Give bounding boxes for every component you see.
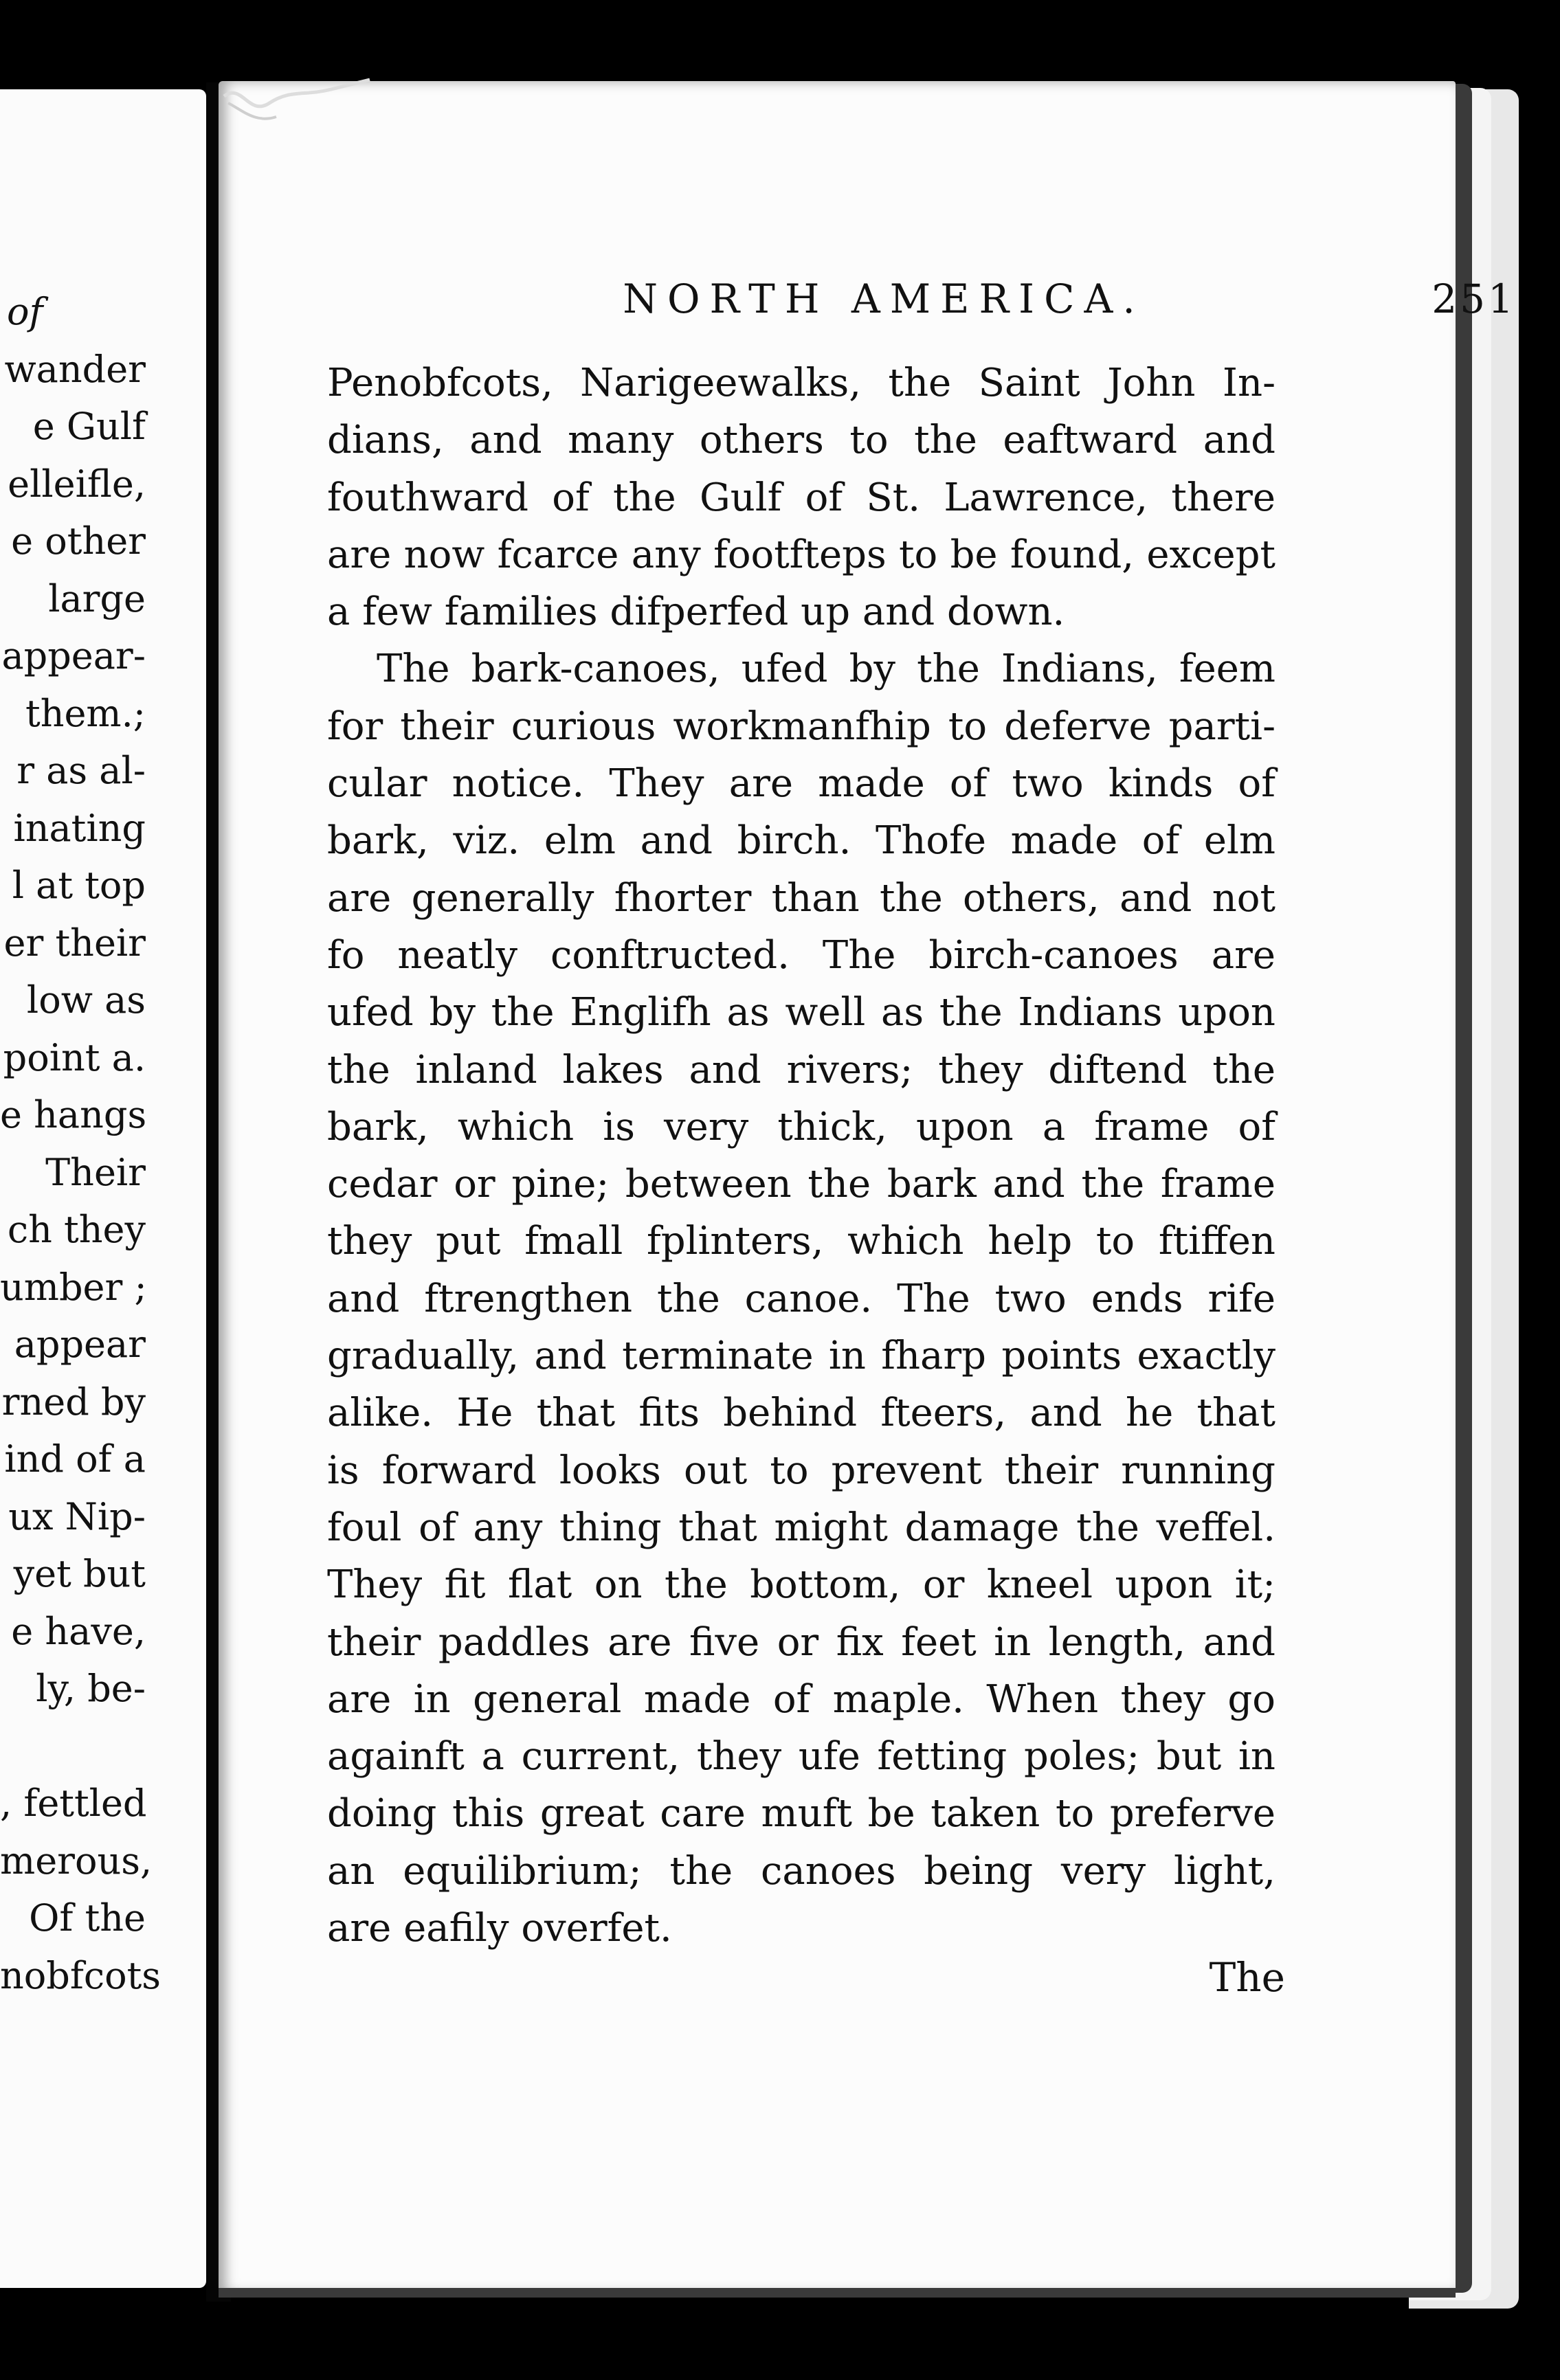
text-line: They fit flat on the bottom, or kneel upon it;: [327, 1562, 1275, 1608]
left-page-line: yet but: [13, 1552, 146, 1595]
text-line: for their curious workmanfhip to deferve parti-: [327, 704, 1275, 749]
text-line: an equilibrium; the canoes being very light,: [327, 1848, 1275, 1894]
left-page-line: e Gulf: [32, 405, 146, 448]
left-facing-page: [0, 89, 206, 2288]
left-page-line: inating: [13, 806, 146, 850]
left-page-line: large: [48, 576, 146, 620]
text-line: doing this great care muft be taken to preferve: [327, 1791, 1275, 1837]
text-line: bark, which is very thick, upon a frame of: [327, 1104, 1275, 1149]
left-page-line: nobfcots: [0, 1953, 161, 1997]
text-line: fouthward of the Gulf of St. Lawrence, there: [327, 475, 1275, 520]
left-page-line: l at top: [12, 864, 146, 907]
text-line: a few families difperfed up and down.: [327, 590, 1065, 635]
left-page-line: appear-: [1, 634, 146, 677]
running-head: [437, 268, 1516, 330]
left-page-line: ux Nip-: [8, 1494, 146, 1538]
text-line: ufed by the Englifh as well as the Indians upon: [327, 990, 1275, 1035]
left-page-line: e have,: [11, 1609, 146, 1653]
text-line: their paddles are five or fix feet in length, and: [327, 1619, 1275, 1665]
left-page-line: er their: [3, 921, 146, 965]
text-line: cedar or pine; between the bark and the frame: [327, 1162, 1275, 1207]
left-page-line: merous,: [0, 1839, 153, 1883]
page-bottom-edge: [219, 2288, 1456, 2298]
right-page: [219, 81, 1516, 2293]
left-page-line: r as al-: [16, 749, 146, 792]
text-line: they put fmall fplinters, which help to ftiffen: [327, 1219, 1275, 1264]
body-text: [327, 355, 1275, 1957]
left-page-line: , fettled: [0, 1782, 147, 1825]
left-page-line: Their: [45, 1150, 146, 1194]
text-line: are in general made of maple. When they go: [327, 1676, 1275, 1722]
left-page-line: appear: [14, 1323, 146, 1366]
left-page-line: point a.: [3, 1035, 146, 1079]
text-line: cular notice. They are made of two kinds of: [327, 761, 1275, 807]
left-page-line: low as: [26, 978, 146, 1022]
text-line: Penobfcots, Narigeewalks, the Saint John In-: [327, 361, 1275, 405]
page-number: 251: [1431, 276, 1516, 322]
running-title: NORTH AMERICA.: [623, 276, 1145, 322]
left-page-line: umber ;: [0, 1265, 147, 1309]
left-page-line: e hangs: [0, 1093, 147, 1136]
text-line: are eafily overfet.: [327, 1906, 672, 1951]
text-line: the inland lakes and rivers; they diftend the: [327, 1047, 1275, 1092]
text-line: are generally fhorter than the others, and not: [327, 875, 1275, 921]
left-page-line: ind of a: [4, 1437, 146, 1481]
left-page-line: them.;: [25, 691, 146, 735]
left-page-line: wander: [4, 347, 146, 391]
left-page-line: ch they: [7, 1208, 146, 1251]
text-line: is forward looks out to prevent their running: [327, 1448, 1275, 1493]
text-line: fo neatly conftructed. The birch-canoes are: [327, 932, 1275, 978]
text-line: dians, and many others to the eaftward and: [327, 418, 1275, 463]
left-page-line: rned by: [1, 1380, 146, 1424]
left-page-line: of: [7, 290, 43, 333]
catchword: The: [1209, 1954, 1285, 2001]
text-line: The bark-canoes, ufed by the Indians, feem: [377, 647, 1275, 692]
binding-thread-icon: [221, 76, 372, 131]
left-page-line: ly, be-: [36, 1667, 146, 1710]
left-page-line: elleifle,: [8, 462, 146, 506]
text-line: gradually, and terminate in fharp points exactly: [327, 1334, 1275, 1379]
text-line: bark, viz. elm and birch. Thofe made of elm: [327, 818, 1275, 864]
left-page-text: [0, 283, 161, 2004]
text-line: foul of any thing that might damage the veffel.: [327, 1505, 1275, 1550]
left-page-line: Of the: [29, 1896, 146, 1940]
left-page-line: [0, 1718, 146, 1775]
text-line: againft a current, they ufe fetting poles; but in: [327, 1734, 1275, 1780]
text-line: alike. He that fits behind fteers, and he that: [327, 1391, 1275, 1436]
left-page-line: e other: [11, 519, 146, 563]
text-line: and ftrengthen the canoe. The two ends rife: [327, 1276, 1275, 1321]
text-line: are now fcarce any footfteps to be found, except: [327, 532, 1275, 577]
